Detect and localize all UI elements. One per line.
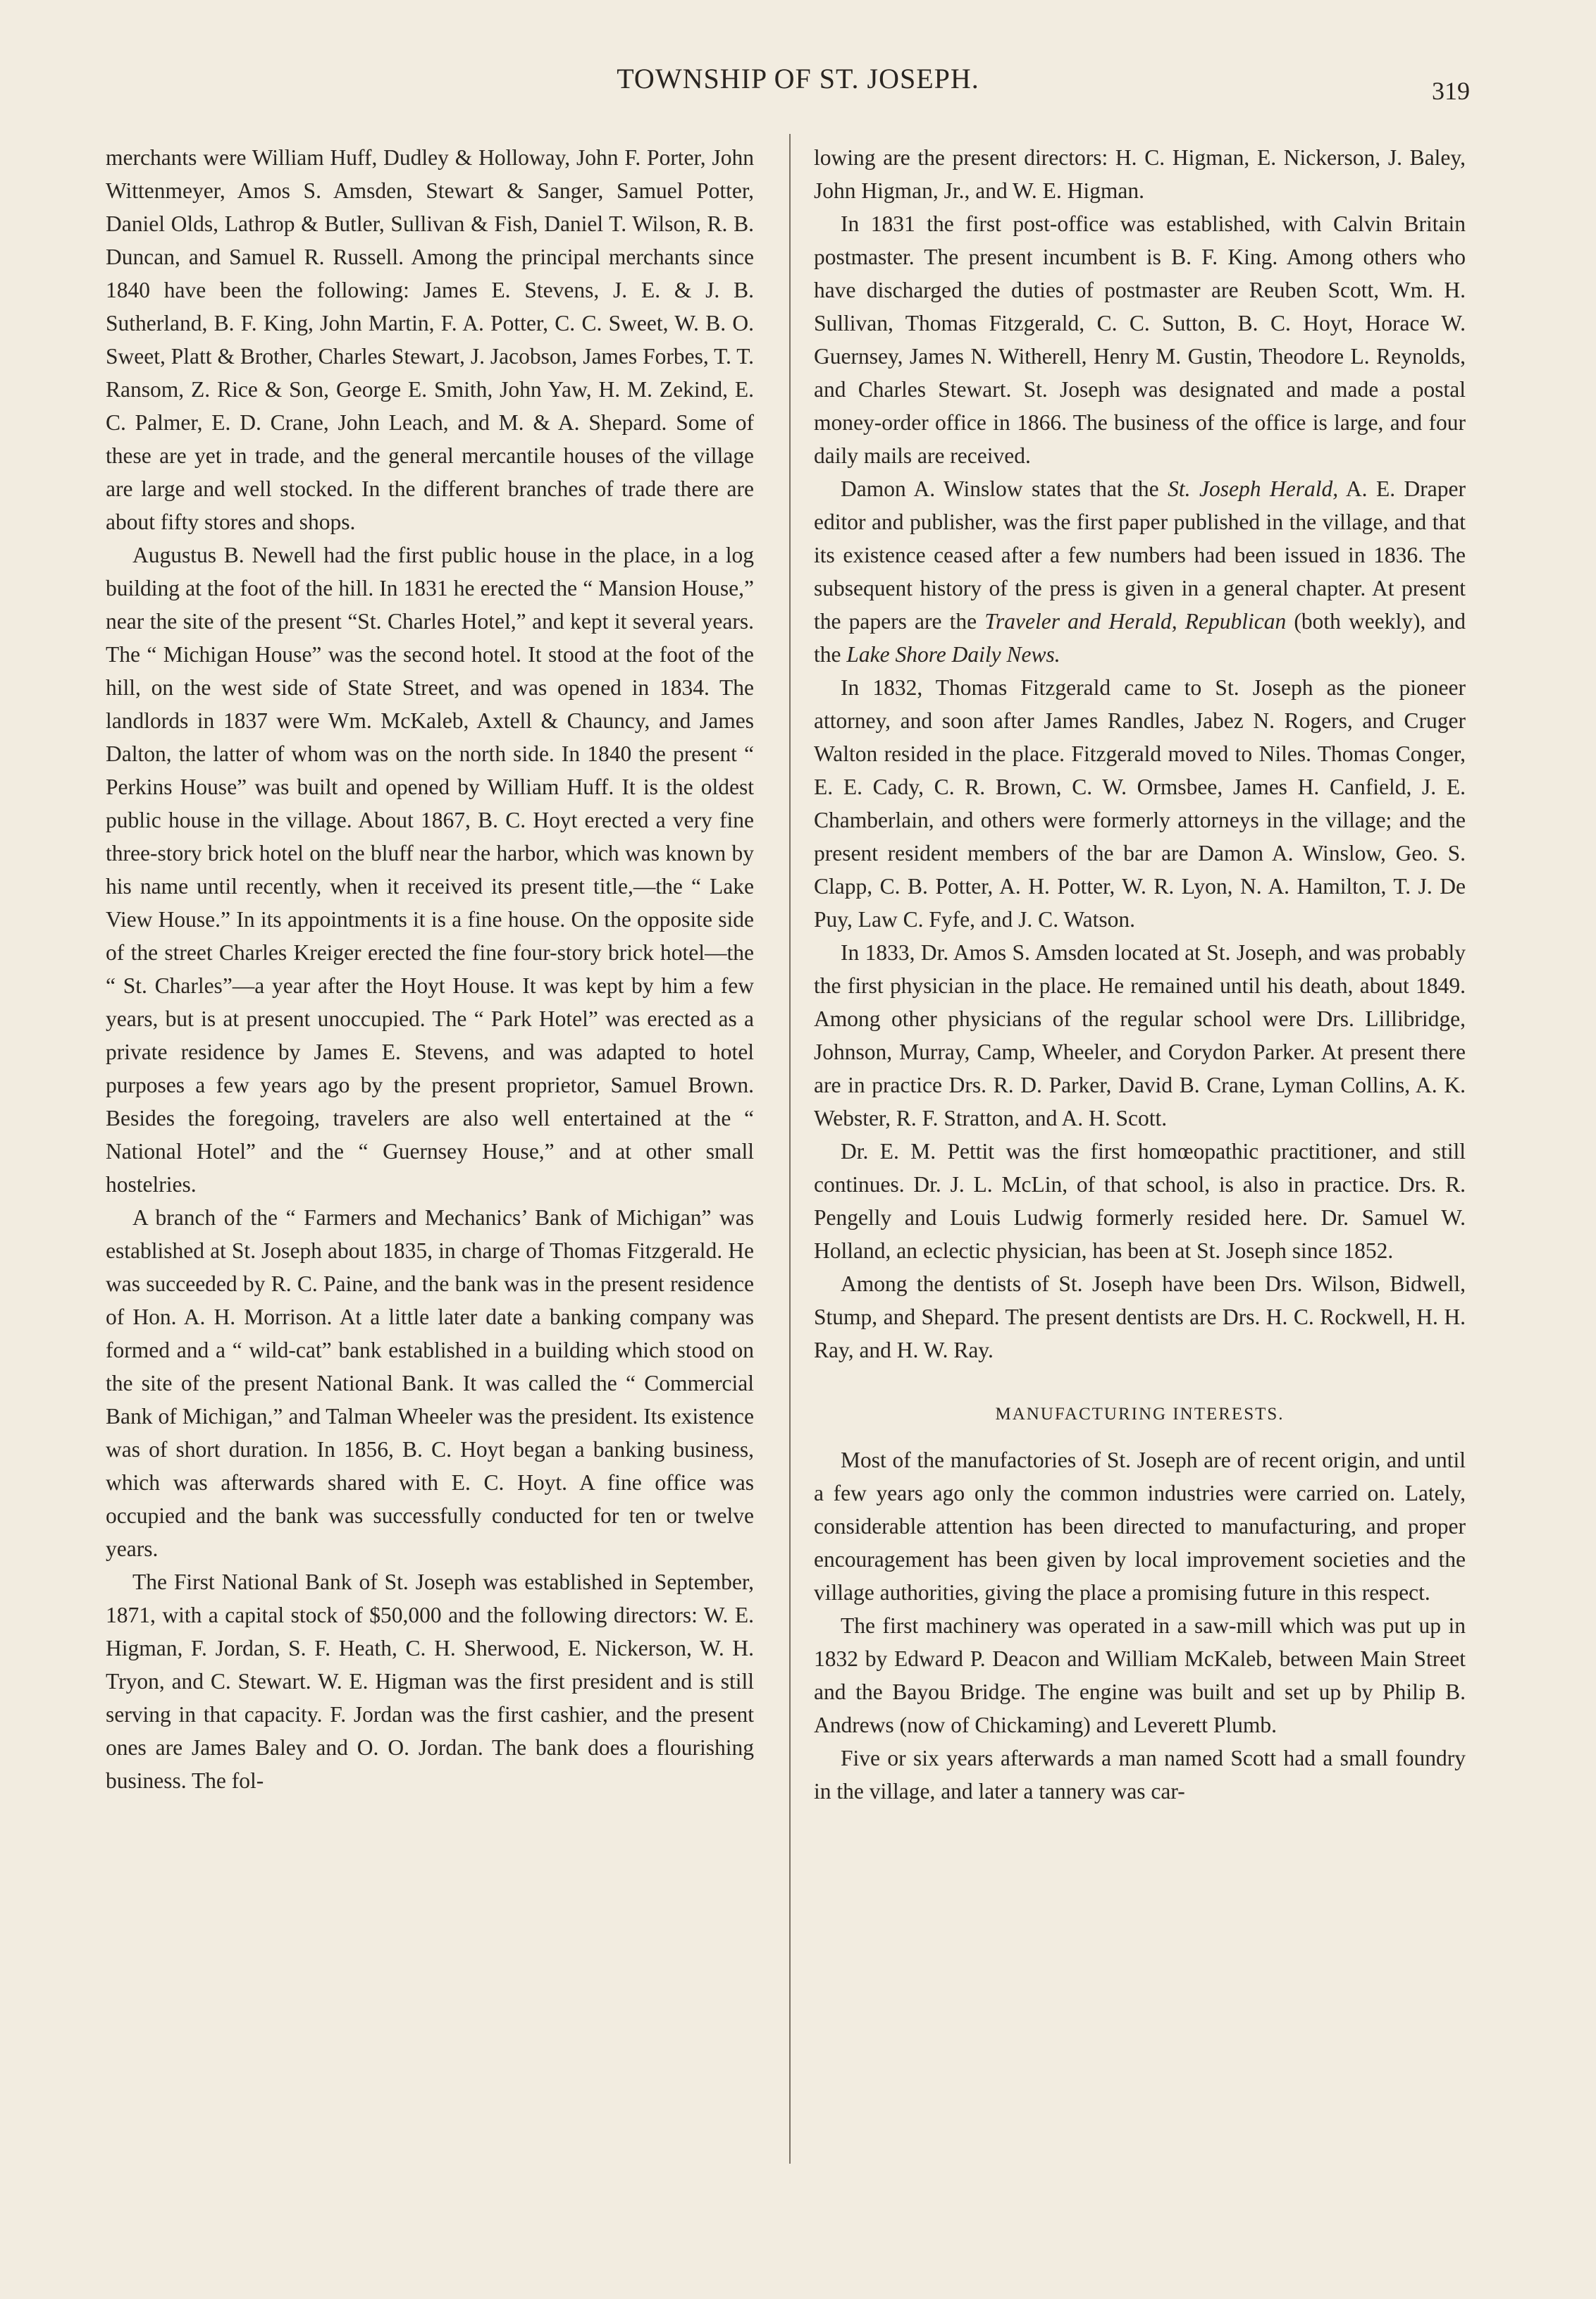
paragraph-attorneys: In 1832, Thomas Fitzgerald came to St. Joseph as the pioneer attorney, and soon after James Randles, Jabez N. Rogers, and Cruger Walton resided in the place. Fitzgerald moved to Niles. Thomas Conger, E. E. Cady, C. R. Brown, C. W. Ormsbee, James H. Canfield, J. E. Chamberlain, and others were formerly attorneys in the village; and the present resident members of the bar are Damon A. Winslow, Geo. S. Clapp, C. B. Potter, A. H. Potter, W. R. Lyon, N. A. Hamilton, T. J. De Puy, Law C. Fyfe, and J. C. Watson. (814, 675, 1466, 932)
paragraph-dentists: Among the dentists of St. Joseph have been Drs. Wilson, Bidwell, Stump, and Shepard. The present dentists are Drs. H. C. Rockwell, H. H. Ray, and H. W. Ray. (814, 1271, 1466, 1362)
column-divider (789, 134, 791, 2164)
left-column (106, 141, 754, 1797)
paragraph-early-banks: A branch of the “ Farmers and Mechanics’ Bank of Michigan” was established at St. Joseph about 1835, in charge of Thomas Fitzgerald. He was succeeded by R. C. Paine, and the bank was in the present residence of Hon. A. H. Morrison. At a little later date a banking company was formed and a “ wild-cat” bank established in a building which stood on the site of the present National Bank. It was called the “ Commercial Bank of Michigan,” and Talman Wheeler was the president. Its existence was of short duration. In 1856, B. C. Hoyt began a banking business, which was afterwards shared with E. C. Hoyt. A fine office was occupied and the bank was successfully conducted for ten or twelve years. (106, 1205, 754, 1561)
page-number: 319 (1432, 77, 1470, 105)
newspapers-text-2: A. E. Draper editor and publisher, was the first paper published in the village, and that its existence ceased after a few numbers had been issued in 1836. The subsequent history of the press is given in a general chapter. At present the papers are the (814, 476, 1466, 634)
newspaper-title-lake-shore: Lake Shore Daily News. (846, 642, 1060, 667)
right-column (814, 141, 1466, 1808)
paragraph-saw-mill: The first machinery was operated in a saw-mill which was put up in 1832 by Edward P. Deacon and William McKaleb, between Main Street and the Bayou Bridge. The engine was built and set up by Philip B. Andrews (now of Chickaming) and Leverett Plumb. (814, 1613, 1466, 1737)
paragraph-merchants: merchants were William Huff, Dudley & Holloway, John F. Porter, John Wittenmeyer, Amos S. Amsden, Stewart & Sanger, Samuel Potter, Daniel Olds, Lathrop & Butler, Sullivan & Fish, Daniel T. Wilson, R. B. Duncan, and Samuel R. Russell. Among the principal merchants since 1840 have been the following: James E. Stevens, J. E. & J. B. Sutherland, B. F. King, John Martin, F. A. Potter, C. C. Sweet, W. B. O. Sweet, Platt & Brother, Charles Stewart, J. Jacobson, James Forbes, T. T. Ransom, Z. Rice & Son, George E. Smith, John Yaw, H. M. Zekind, E. C. Palmer, E. D. Crane, John Leach, and M. & A. Shepard. Some of these are yet in trade, and the general mercantile houses of the village are large and well stocked. In the different branches of trade there are about fifty stores and shops. (106, 145, 754, 534)
newspaper-title-traveler: Traveler and Herald, Republican (984, 609, 1287, 634)
paragraph-manufactories: Most of the manufactories of St. Joseph are of recent origin, and until a few years ago only the common industries were carried on. Lately, considerable attention has been directed to manufacturing, and proper encouragement has been given by local improvement societies and the village authorities, giving the place a promising future in this respect. (814, 1448, 1466, 1605)
newspapers-text-1: Damon A. Winslow states that the (841, 476, 1168, 501)
paragraph-physicians: In 1833, Dr. Amos S. Amsden located at St. Joseph, and was probably the first physician in the place. He remained until his death, about 1849. Among other physicians of the regular school were Drs. Lillibridge, Johnson, Murray, Camp, Wheeler, and Corydon Parker. At present there are in practice Drs. R. D. Parker, David B. Crane, Lyman Collins, A. K. Webster, R. F. Stratton, and A. H. Scott. (814, 940, 1466, 1130)
paragraph-newspapers (814, 472, 1466, 671)
running-head: TOWNSHIP OF ST. JOSEPH. (617, 63, 979, 94)
paragraph-first-national-bank: The First National Bank of St. Joseph was established in September, 1871, with a capital stock of $50,000 and the following directors: W. E. Higman, F. Jordan, S. F. Heath, C. H. Sherwood, E. Nickerson, W. H. Tryon, and C. Stewart. W. E. Higman was the first president and is still serving in that capacity. F. Jordan was the first cashier, and the present ones are James Baley and O. O. Jordan. The bank does a flourishing business. The fol- (106, 1570, 754, 1793)
paragraph-foundry: Five or six years afterwards a man named Scott had a small foundry in the village, and later a tannery was car- (814, 1746, 1466, 1804)
paragraph-homeopathic: Dr. E. M. Pettit was the first homœopathic practitioner, and still continues. Dr. J. L. McLin, of that school, is also in practice. Drs. R. Pengelly and Louis Ludwig formerly resided here. Dr. Samuel W. Holland, an eclectic physician, has been at St. Joseph since 1852. (814, 1139, 1466, 1263)
section-heading-manufacturing: MANUFACTURING INTERESTS. (995, 1405, 1285, 1424)
newspaper-title-herald: St. Joseph Herald, (1168, 476, 1339, 501)
paragraph-hotels: Augustus B. Newell had the first public house in the place, in a log building at the foot of the hill. In 1831 he erected the “ Mansion House,” near the site of the present “St. Charles Hotel,” and kept it several years. The “ Michigan House” was the second hotel. It stood at the foot of the hill, on the west side of State Street, and was opened in 1834. The landlords in 1837 were Wm. McKaleb, Axtell & Chauncy, and James Dalton, the latter of whom was on the north side. In 1840 the present “ Perkins House” was built and opened by William Huff. It is the oldest public house in the village. About 1867, B. C. Hoyt erected a very fine three-story brick hotel on the bluff near the harbor, which was known by his name until recently, when it received its present title,—the “ Lake View House.” In its appointments it is a fine house. On the opposite side of the street Charles Kreiger erected the fine four-story brick hotel—the “ St. Charles”—a year after the Hoyt House. It was kept by him a few years, but is at present unoccupied. The “ Park Hotel” was erected as a private residence by James E. Stevens, and was adapted to hotel purposes a few years ago by the present proprietor, Samuel Brown. Besides the foregoing, travelers are also well entertained at the “ National Hotel” and the “ Guernsey House,” and at other small hostelries. (106, 543, 754, 1197)
paragraph-bank-directors: lowing are the present directors: H. C. Higman, E. Nickerson, J. Baley, John Higman, Jr., and W. E. Higman. (814, 145, 1466, 203)
paragraph-post-office: In 1831 the first post-office was established, with Calvin Britain postmaster. The present incumbent is B. F. King. Among others who have discharged the duties of postmaster are Reuben Scott, Wm. H. Sullivan, Thomas Fitzgerald, C. C. Sutton, B. C. Hoyt, Horace W. Guernsey, James N. Witherell, Henry M. Gustin, Theodore L. Reynolds, and Charles Stewart. St. Joseph was designated and made a postal money-order office in 1866. The business of the office is large, and four daily mails are received. (814, 211, 1466, 468)
newspapers-text-3: (both weekly), and the (814, 609, 1466, 667)
